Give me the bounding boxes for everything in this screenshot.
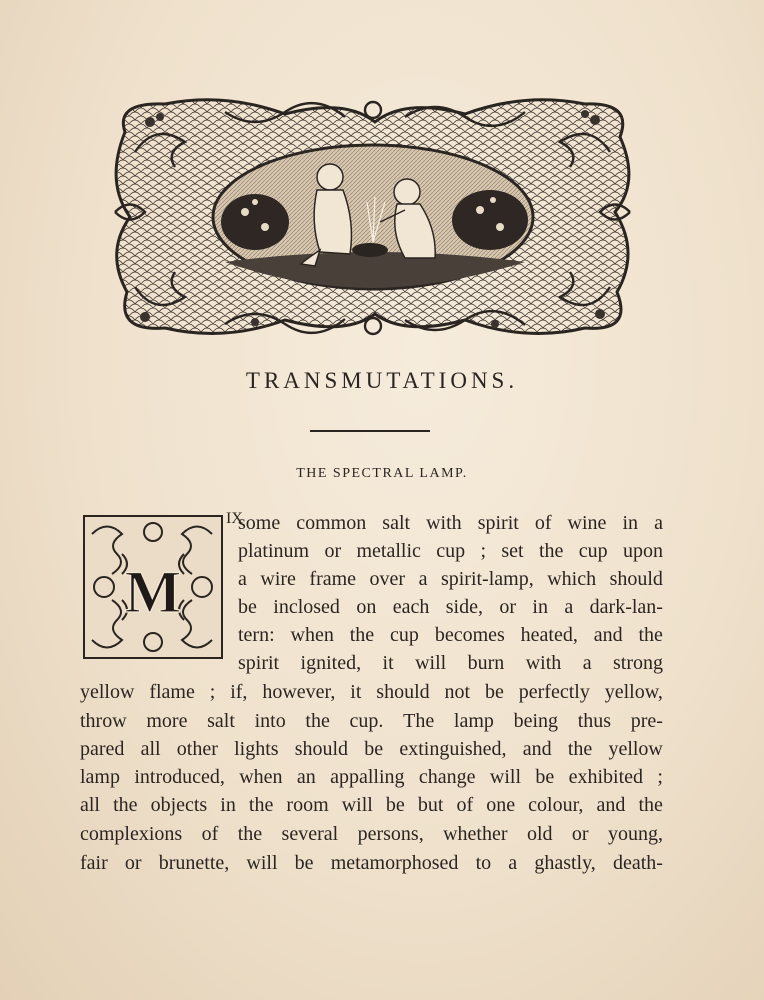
- word: persons,: [357, 823, 424, 845]
- word: the: [538, 540, 564, 562]
- word: on: [356, 596, 377, 618]
- word: however,: [262, 681, 336, 703]
- word: when: [290, 624, 334, 646]
- word: a: [418, 568, 428, 590]
- text-line: [80, 852, 663, 875]
- word: it: [382, 652, 394, 674]
- drop-cap-superscript: IX: [226, 510, 243, 527]
- word: brunette,: [158, 852, 230, 874]
- word: a: [582, 652, 592, 674]
- word: lights: [234, 738, 279, 760]
- word: pared: [80, 738, 125, 760]
- word: platinum: [238, 540, 310, 562]
- text-line: [80, 823, 663, 846]
- word: side,: [445, 596, 483, 618]
- word: in: [532, 596, 548, 618]
- ornamental-drop-cap: [82, 514, 224, 660]
- word: or: [324, 540, 342, 562]
- word: frame: [309, 568, 357, 590]
- word: cup.: [349, 710, 384, 732]
- word: death-: [612, 852, 663, 874]
- word: ghastly,: [534, 852, 596, 874]
- word: should: [609, 568, 663, 590]
- word: ;: [480, 540, 487, 562]
- text-line: [80, 681, 663, 704]
- word: becomes: [434, 624, 505, 646]
- word: complexions: [80, 823, 183, 845]
- word: metallic: [356, 540, 421, 562]
- word: of: [201, 823, 219, 845]
- word: heated,: [520, 624, 578, 646]
- text-line: [238, 512, 663, 535]
- word: which: [547, 568, 597, 590]
- word: tern:: [238, 624, 275, 646]
- word: will: [415, 652, 447, 674]
- word: spirit-lamp,: [440, 568, 534, 590]
- word: when: [239, 766, 283, 788]
- word: cup: [578, 540, 608, 562]
- word: inclosed: [273, 596, 340, 618]
- word: will: [341, 794, 373, 816]
- word: and: [596, 794, 626, 816]
- word: or: [499, 596, 517, 618]
- word: lamp: [453, 710, 494, 732]
- text-line: [80, 766, 663, 789]
- text-line: [80, 710, 663, 733]
- word: salt: [382, 512, 411, 534]
- word: if,: [230, 681, 248, 703]
- word: other: [176, 738, 218, 760]
- word: some: [238, 512, 281, 534]
- text-line: [238, 652, 663, 675]
- word: exhibited: [568, 766, 644, 788]
- word: the: [567, 738, 593, 760]
- word: be: [294, 852, 314, 874]
- drop-cap-letter: M: [124, 559, 182, 625]
- word: spirit: [477, 512, 519, 534]
- word: several: [281, 823, 339, 845]
- word: or: [571, 823, 589, 845]
- text-line: [80, 794, 663, 817]
- word: but: [417, 794, 444, 816]
- word: be: [535, 766, 555, 788]
- word: strong: [613, 652, 663, 674]
- word: common: [296, 512, 367, 534]
- word: with: [426, 512, 462, 534]
- word: whether: [443, 823, 508, 845]
- word: pre-: [630, 710, 663, 732]
- word: to: [475, 852, 492, 874]
- word: metamorphosed: [330, 852, 459, 874]
- word: be: [385, 794, 405, 816]
- word: spirit: [238, 652, 280, 674]
- word: burn: [467, 652, 505, 674]
- word: set: [501, 540, 524, 562]
- word: the: [248, 794, 274, 816]
- text-line: [80, 738, 663, 761]
- word: the: [113, 794, 138, 816]
- word: thus: [577, 710, 612, 732]
- word: in: [622, 512, 639, 534]
- word: all: [80, 794, 100, 816]
- word: wine: [567, 512, 607, 534]
- word: upon: [622, 540, 663, 562]
- word: young,: [607, 823, 663, 845]
- word: flame: [149, 681, 195, 703]
- text-line: [238, 624, 663, 647]
- word: of: [456, 794, 474, 816]
- word: or: [124, 852, 142, 874]
- word: fair: [80, 852, 108, 874]
- word: lamp: [80, 766, 120, 788]
- word: room: [286, 794, 329, 816]
- header-vignette-illustration: [105, 92, 640, 342]
- word: a: [654, 512, 663, 534]
- word: all: [140, 738, 161, 760]
- word: will: [246, 852, 278, 874]
- word: each: [392, 596, 430, 618]
- word: more: [146, 710, 188, 732]
- word: and: [522, 738, 552, 760]
- word: be: [238, 596, 257, 618]
- word: an: [296, 766, 316, 788]
- word: old: [526, 823, 553, 845]
- section-subtitle: THE SPECTRAL LAMP.: [296, 466, 468, 481]
- title-rule: [310, 430, 430, 432]
- word: yellow: [608, 738, 663, 760]
- word: the: [305, 710, 330, 732]
- word: a: [564, 596, 574, 618]
- word: The: [403, 710, 435, 732]
- word: with: [525, 652, 562, 674]
- word: the: [638, 624, 663, 646]
- word: dark-lan-: [589, 596, 663, 618]
- word: in: [220, 794, 236, 816]
- word: cup: [436, 540, 466, 562]
- word: objects: [150, 794, 208, 816]
- word: the: [638, 794, 663, 816]
- word: should: [376, 681, 430, 703]
- word: it: [350, 681, 362, 703]
- word: colour,: [528, 794, 584, 816]
- word: and: [593, 624, 623, 646]
- word: should: [294, 738, 349, 760]
- word: throw: [80, 710, 127, 732]
- word: ;: [657, 766, 663, 788]
- word: appalling: [330, 766, 405, 788]
- word: yellow: [80, 681, 135, 703]
- word: perfectly: [518, 681, 590, 703]
- word: be: [364, 738, 384, 760]
- word: not: [444, 681, 471, 703]
- word: being: [513, 710, 559, 732]
- word: will: [489, 766, 522, 788]
- text-line: [238, 540, 663, 563]
- text-line: [238, 568, 663, 591]
- word: of: [534, 512, 552, 534]
- word: salt: [207, 710, 235, 732]
- word: ;: [209, 681, 216, 703]
- word: be: [484, 681, 504, 703]
- word: into: [254, 710, 286, 732]
- word: ignited,: [300, 652, 362, 674]
- word: introduced,: [134, 766, 225, 788]
- word: over: [369, 568, 406, 590]
- text-line: [238, 596, 663, 619]
- word: the: [349, 624, 375, 646]
- word: a: [238, 568, 247, 590]
- word: yellow,: [604, 681, 663, 703]
- chapter-title: TRANSMUTATIONS.: [245, 368, 519, 393]
- word: extinguished,: [399, 738, 507, 760]
- word: cup: [390, 624, 419, 646]
- word: one: [486, 794, 516, 816]
- word: a: [508, 852, 518, 874]
- word: change: [418, 766, 476, 788]
- word: wire: [260, 568, 296, 590]
- word: the: [237, 823, 263, 845]
